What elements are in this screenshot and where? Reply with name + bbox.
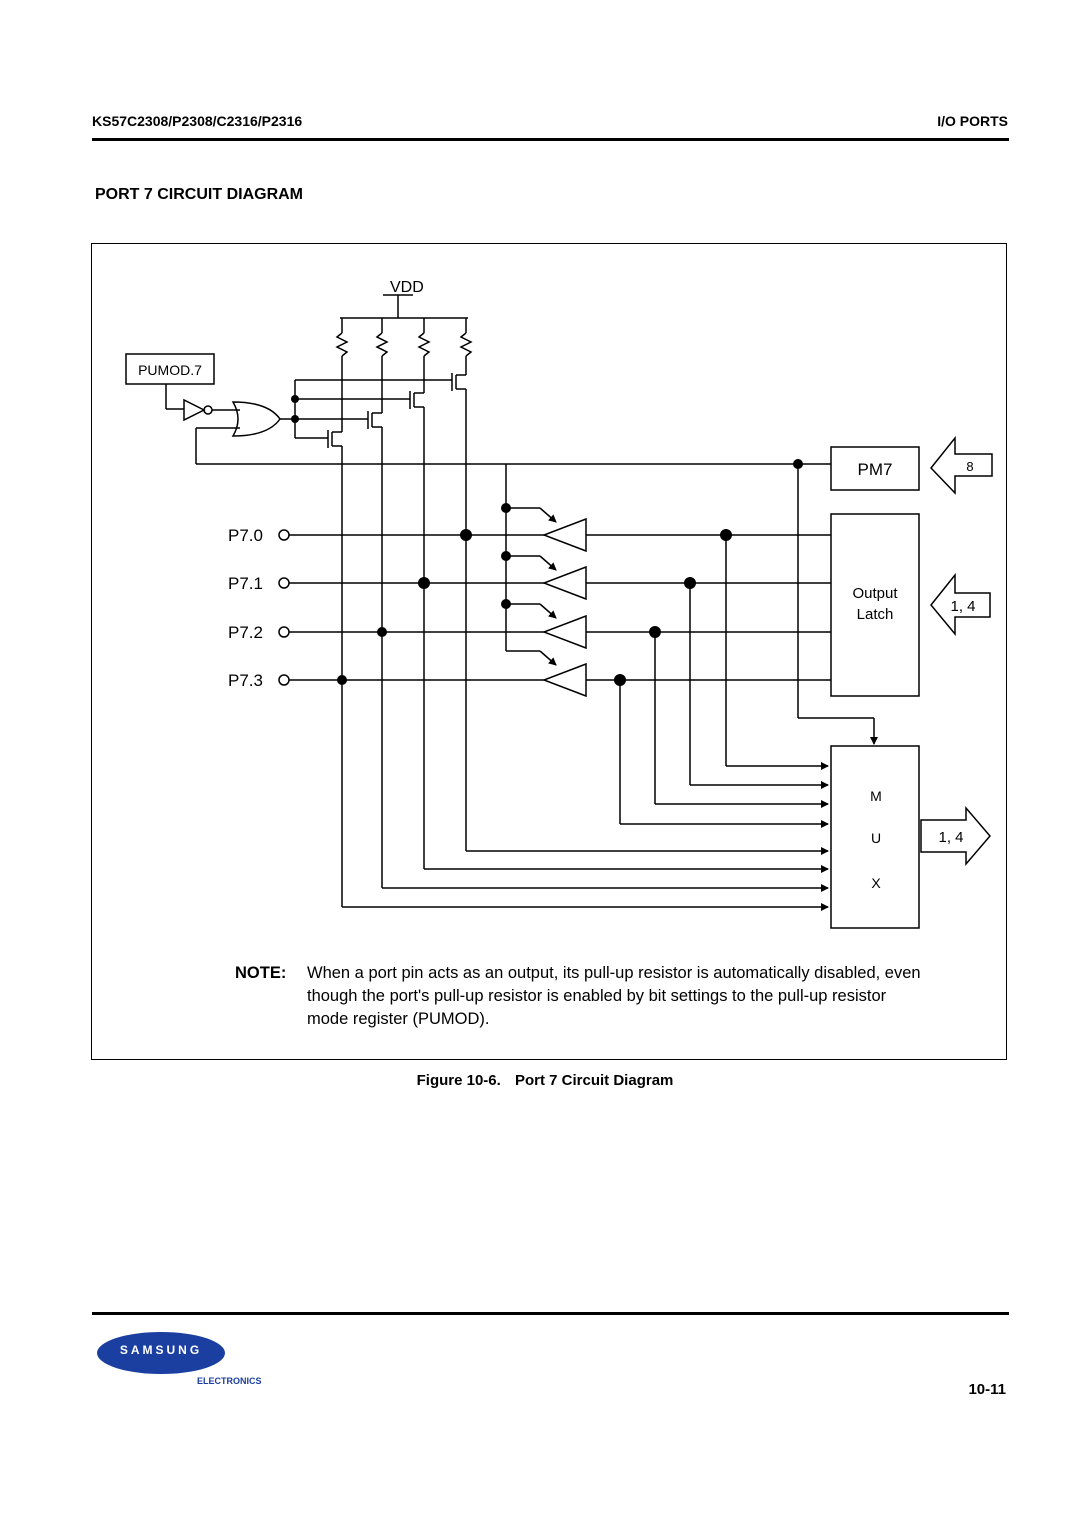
header-part-numbers: KS57C2308/P2308/C2316/P2316	[92, 113, 303, 129]
pin-label-p7-1: P7.1	[228, 574, 263, 593]
pin-p7-0-circle	[279, 530, 289, 540]
or-gate	[233, 402, 280, 436]
output-latch-box	[831, 514, 919, 696]
pin-label-p7-2: P7.2	[228, 623, 263, 642]
pumod-label: PUMOD.7	[138, 362, 202, 378]
mux-letter-u: U	[870, 830, 882, 846]
pin-label-p7-0: P7.0	[228, 526, 263, 545]
samsung-logo	[97, 1332, 277, 1392]
pin-p7-1-circle	[279, 578, 289, 588]
buffer-1	[544, 567, 586, 599]
pin-label-p7-3: P7.3	[228, 671, 263, 690]
mux-bus-label: 1, 4	[938, 829, 964, 846]
page-number: 10-11	[968, 1381, 1006, 1398]
header-section: I/O PORTS	[937, 113, 1008, 129]
section-title: PORT 7 CIRCUIT DIAGRAM	[95, 186, 303, 203]
logo-brand: SAMSUNG	[119, 1343, 203, 1357]
logo-sub: ELECTRONICS	[197, 1376, 262, 1386]
mux-letter-x: X	[871, 875, 881, 891]
buffer-0	[544, 519, 586, 551]
pm7-label: PM7	[857, 460, 893, 479]
footer-rule	[92, 1312, 1009, 1315]
pm7-bus-arrow	[931, 438, 992, 493]
pm7-bus-label: 8	[966, 459, 974, 474]
latch-label-2: Latch	[856, 606, 894, 623]
note-label: NOTE:	[235, 964, 287, 982]
pin-p7-2-circle	[279, 627, 289, 637]
pin-p7-3-circle	[279, 675, 289, 685]
latch-label-1: Output	[852, 585, 898, 602]
latch-bus-label: 1, 4	[950, 598, 976, 615]
pullup-transistors	[328, 370, 466, 680]
note-text: When a port pin acts as an output, its pull-up resistor is automatically disabled, even though the port's pull-up resistor is enabled by bit settings to the pull-up resistor mode register (PUMOD).	[307, 964, 921, 1028]
pullup-resistors	[337, 318, 471, 370]
vdd-label: VDD	[390, 279, 424, 296]
inverter	[184, 400, 204, 420]
caption-prefix: Figure 10-6.	[416, 1072, 501, 1089]
buffer-2	[544, 616, 586, 648]
buffer-3	[544, 664, 586, 696]
caption-title: Port 7 Circuit Diagram	[515, 1072, 674, 1089]
figure-caption	[0, 1072, 1080, 1089]
mux-letter-m: M	[870, 788, 882, 804]
